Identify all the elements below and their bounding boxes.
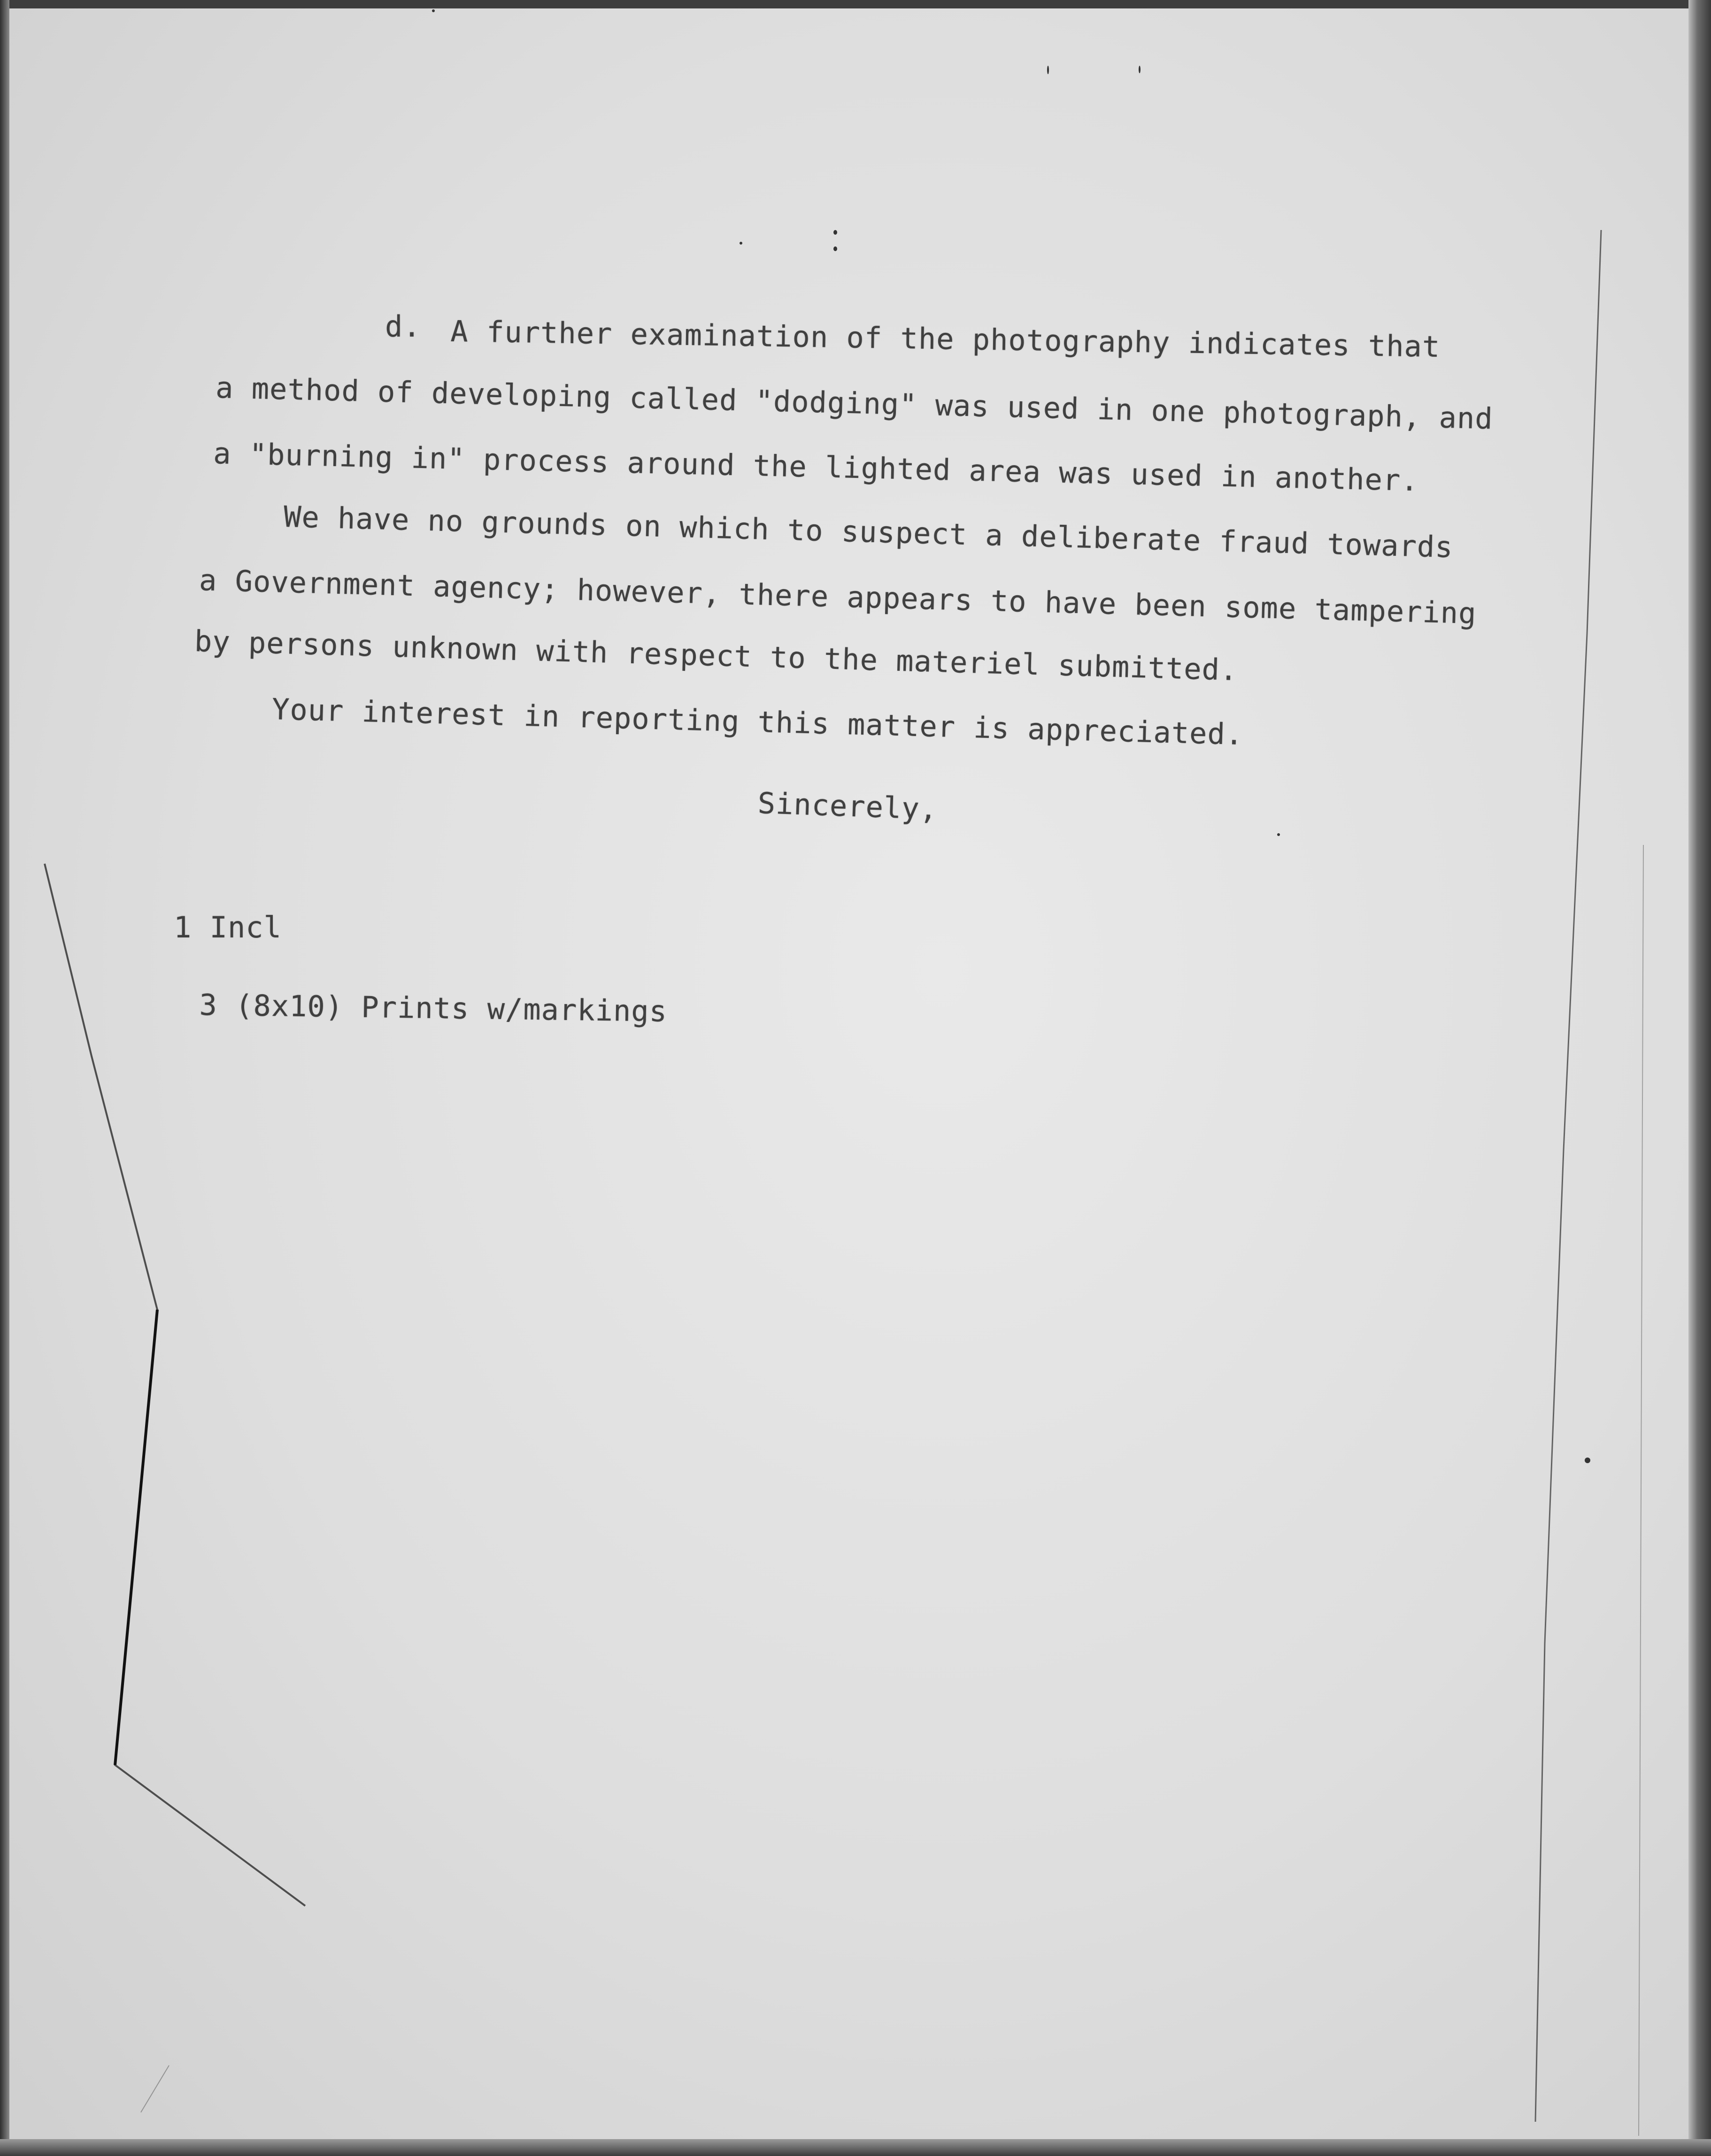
complimentary-close: Sincerely,: [757, 786, 939, 827]
paragraph-label: d.: [385, 309, 421, 344]
enclosure-description: 3 (8x10) Prints w/markings: [199, 988, 668, 1028]
speck-mark: [432, 9, 435, 12]
enclosure-count: 1 Incl: [174, 910, 282, 944]
paragraph-d-line-3: a "burning in" process around the lighted area was used in another.: [213, 436, 1419, 498]
speck-mark: [833, 230, 837, 235]
speck-mark: [1277, 833, 1280, 836]
speck-mark: [833, 246, 837, 251]
speck-mark: [1585, 1458, 1590, 1463]
speck-mark: [1047, 66, 1049, 74]
speck-mark: [740, 242, 742, 245]
closing-sentence: Your interest in reporting this matter is appreciated.: [271, 692, 1244, 752]
paragraph-fraud-line-1: We have no grounds on which to suspect a deliberate fraud towards: [283, 499, 1454, 565]
speck-mark: [1139, 66, 1141, 73]
paragraph-fraud-line-3: by persons unknown with respect to the materiel submitted.: [194, 624, 1239, 688]
paragraph-d-line-2: a method of developing called "dodging" was used in one photograph, and: [215, 370, 1494, 436]
paragraph-fraud-line-2: a Government agency; however, there appears to have been some tampering: [199, 563, 1477, 631]
paragraph-d-line-1: A further examination of the photography indicates that: [450, 314, 1441, 364]
